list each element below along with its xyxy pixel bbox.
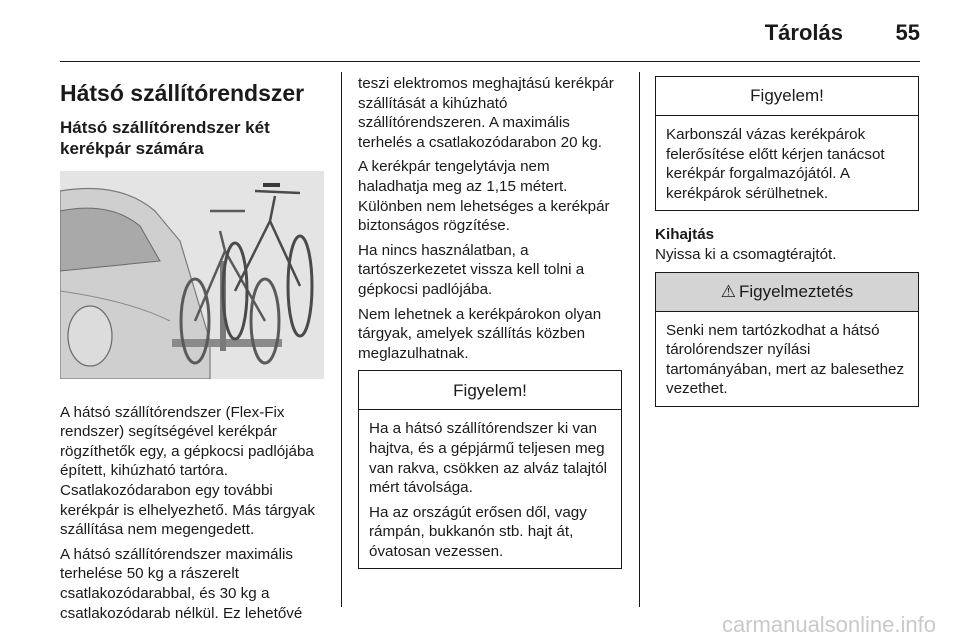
notice-box-carbon-bikes <box>655 76 919 211</box>
col2-paragraph-3: Ha nincs használatban, a tartószerkezetet vissza kell tolni a gépkocsi padlójába. <box>358 241 585 298</box>
notice-title: Figyelem! <box>359 371 621 410</box>
notice-body <box>359 410 621 568</box>
kihajtas-heading: Kihajtás <box>655 226 715 244</box>
col1-paragraph-1: A hátsó szállítórendszer (Flex-Fix rendszer) segítségével kerékpár rögzíthetők egy, a gépkocsi padlójába épített, kihúzható tartóra. Csatlakozódarabon egy további kerékpár is elhelyezhető. Más tárgyak szállítása nem megengedett. <box>60 403 315 539</box>
notice-title: Figyelem! <box>656 77 918 116</box>
warning-box <box>655 272 919 407</box>
warning-text: Senki nem tartózkodhat a hátsó tárolórendszer nyílási tartományában, mert az balesethez vezethet. <box>666 321 905 398</box>
subheading-line-1: Hátsó szállítórendszer két <box>60 118 270 137</box>
column-2 <box>358 74 622 569</box>
col2-paragraph-2: A kerékpár tengelytávja nem haladhatja meg az 1,15 métert. Különben nem lehetséges a kerékpár biztonságos rögzítése. <box>358 158 610 235</box>
warning-body <box>656 312 918 406</box>
col2-paragraph-4: Nem lehetnek a kerékpárokon olyan tárgyak, amelyek szállítás közben meglazulhatnak. <box>358 305 602 362</box>
notice-paragraph-2: Ha az országút erősen dől, vagy rámpán, bukkanón stb. hajt át, óvatosan vezessen. <box>369 503 587 560</box>
notice-box-ground-clearance <box>358 370 622 569</box>
col2-paragraph-1: teszi elektromos meghajtású kerékpár szállítását a kihúzható szállítórendszeren. A maximális terhelés a csatlakozódarabon 20 kg. <box>358 75 614 151</box>
kihajtas-text: Nyissa ki a csomagtérajtót. <box>655 245 837 263</box>
page-heading: Hátsó szállítórendszer <box>60 80 305 106</box>
bike-carrier-photo <box>60 171 324 379</box>
column-divider-2 <box>639 72 640 607</box>
column-divider-1 <box>341 72 342 607</box>
page-number: 55 <box>895 20 920 45</box>
notice-body <box>656 116 918 210</box>
column-3 <box>655 76 919 407</box>
subheading <box>60 117 328 159</box>
warning-title: Figyelmeztetés <box>738 281 854 301</box>
subheading-line-2: kerékpár számára <box>60 139 204 158</box>
notice-text: Karbonszál vázas kerékpárok felerősítése előtt kérjen tanácsot kerékpár forgalmazójától. A kerékpárok sérülhetnek. <box>666 126 885 202</box>
warning-triangle-icon: ⚠ <box>720 281 736 301</box>
col1-paragraph-2: A hátsó szállítórendszer maximális terhelése 50 kg a rászerelt csatlakozódarabbal, és 30 kg a csatlakozódarab nélkül. Ez lehetővé <box>60 545 303 622</box>
notice-paragraph-1: Ha a hátsó szállítórendszer ki van hajtva, és a gépjármű teljesen meg van rakva, csökken az alváz talajtól mért távolsága. <box>369 420 608 497</box>
watermark: carmanualsonline.info <box>721 612 936 637</box>
warning-header <box>656 273 918 312</box>
section-title: Tárolás <box>764 20 843 45</box>
column-1 <box>60 74 328 628</box>
header-rule <box>60 61 920 62</box>
